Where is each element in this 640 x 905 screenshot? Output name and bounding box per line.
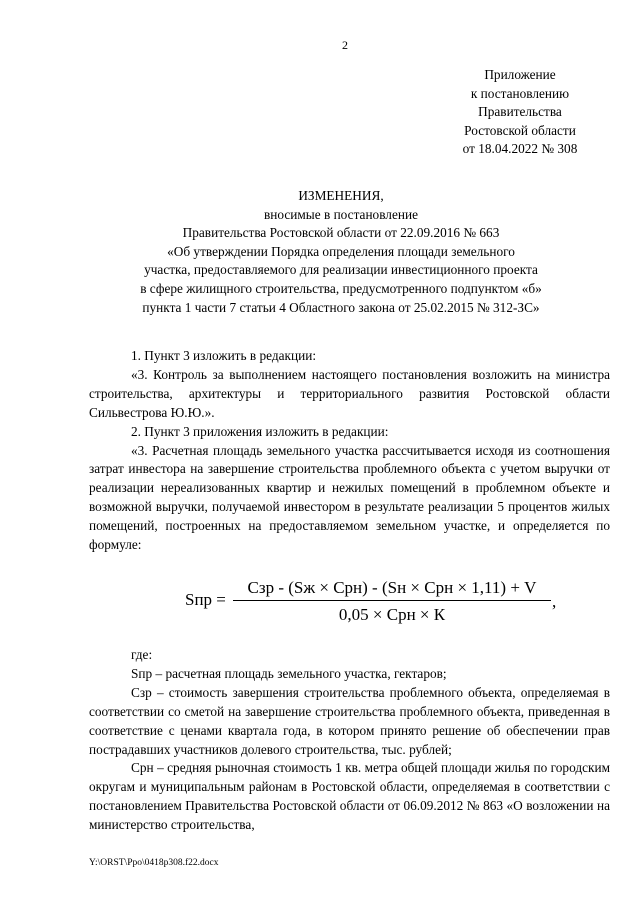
paragraph: 1. Пункт 3 изложить в редакции: xyxy=(131,348,317,363)
page-number: 2 xyxy=(342,38,348,52)
title-line: «Об утверждении Порядка определения площади земельного xyxy=(167,243,515,259)
paragraph: Срн – средняя рыночная стоимость 1 кв. метра общей площади жилья по городским округам и муниципальным районам в Ростовской области, определяемая в соответствии с постановлением Правительства Ростовской области от 06.09.2012 № 863 «О возложении на министерство строительства, xyxy=(89,760,610,833)
paragraph: Sпр – расчетная площадь земельного участка, гектаров; xyxy=(131,665,447,681)
paragraph: Сзр – стоимость завершения строительства проблемного объекта, определяемая в соответствии со сметой на завершение строительства проблемного объекта, приведенная в соответствие с ценами квартала года, в котором принято решение об обеспечении прав пострадавших участников долевого строительства, тыс. рублей; xyxy=(89,684,610,757)
appendix-block xyxy=(420,66,620,159)
appendix-line: от 18.04.2022 № 308 xyxy=(462,141,578,157)
paragraph: «3. Расчетная площадь земельного участка рассчитывается исходя из соотношения затрат инвестора на завершение строительства проблемного объекта с учетом выручки от реализации нереализованных квартир и нежилых помещений в проблемном объекте и возможной выручки, получаемой инвестором в результате реализации 5 процентов жилых помещений, построенных на предоставляемом земельном участке, и определяется по формуле: xyxy=(89,442,610,553)
area-formula xyxy=(185,578,565,638)
appendix-line: Приложение xyxy=(484,67,556,82)
title-heading: ИЗМЕНЕНИЯ, xyxy=(298,188,384,203)
paragraph: 2. Пункт 3 приложения изложить в редакции: xyxy=(131,423,389,439)
title-line: Правительства Ростовской области от 22.09.2016 № 663 xyxy=(182,225,500,241)
title-line: в сфере жилищного строительства, предусмотренного подпунктом «б» xyxy=(140,280,542,296)
title-line: пункта 1 части 7 статьи 4 Областного закона от 25.02.2015 № 312-ЗС» xyxy=(142,299,540,315)
paragraph: где: xyxy=(131,647,153,662)
document-title xyxy=(120,187,562,317)
appendix-line: к постановлению xyxy=(470,85,570,101)
formula-denominator: 0,05 × Срн × К xyxy=(338,605,446,624)
title-line: вносимые в постановление xyxy=(264,206,418,222)
appendix-line: Ростовской области xyxy=(464,122,576,138)
appendix-line: Правительства xyxy=(478,104,562,120)
paragraph: «3. Контроль за выполнением настоящего постановления возложить на министра строительства, архитектуры и территориального развития Ростовской области Сильвестрова Ю.Ю.». xyxy=(89,366,610,420)
title-line: участка, предоставляемого для реализации инвестиционного проекта xyxy=(144,262,538,278)
body-text-after-formula xyxy=(89,646,610,835)
formula-numerator: Сзр - (Sж × Срн) - (Sн × Срн × 1,11) + V xyxy=(247,578,537,597)
formula-fraction xyxy=(231,578,553,625)
file-path-footer: Y:\ORST\Ppo\0418p308.f22.docx xyxy=(89,858,219,868)
body-text-before-formula xyxy=(89,347,610,555)
formula-trailing-comma: , xyxy=(552,592,557,611)
formula-lhs: Sпр = xyxy=(185,590,226,609)
